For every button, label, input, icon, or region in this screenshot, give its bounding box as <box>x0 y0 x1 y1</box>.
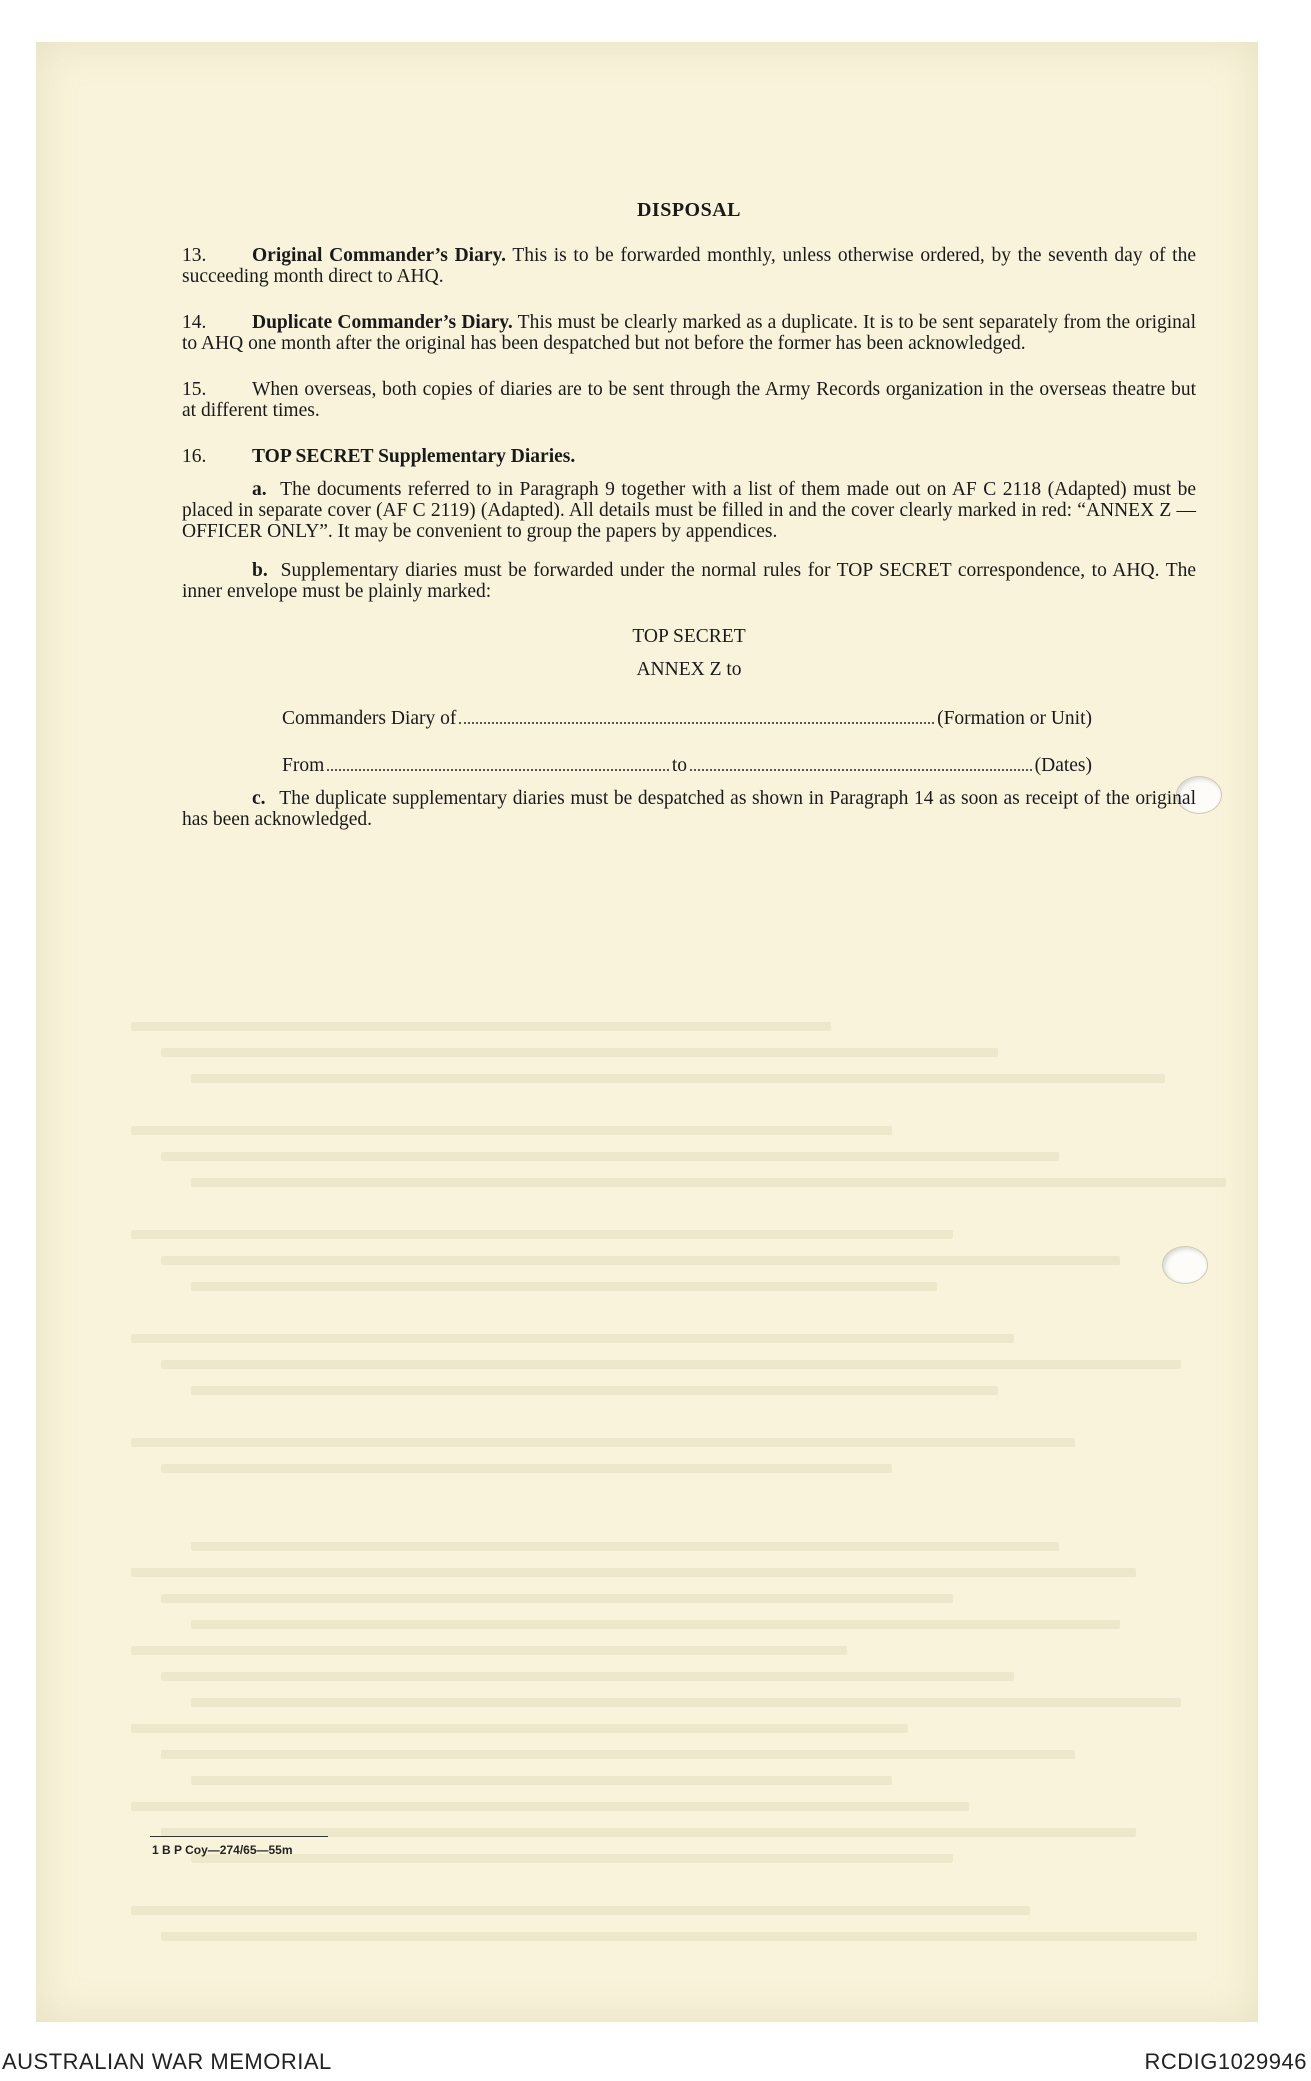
subparagraph-label: a. <box>252 479 267 500</box>
dotted-fill-line <box>690 755 1032 771</box>
diary-of-label: Commanders Diary of <box>282 708 457 729</box>
bleed-through-bar <box>131 1126 892 1135</box>
dotted-fill-line <box>327 755 669 771</box>
bleed-through-bar <box>191 1542 1059 1551</box>
dotted-fill-line <box>459 708 934 724</box>
bleed-through-bar <box>161 1360 1181 1369</box>
archive-caption-left: AUSTRALIAN WAR MEMORIAL <box>2 2049 332 2074</box>
paragraph-text: When overseas, both copies of diaries are to be sent through the Army Records organization in the overseas theatre but at different times. <box>182 379 1196 421</box>
paragraph-text: This must be clearly marked as a duplicate. It is to be sent separately from the original to AHQ one month after the original has been despatched but not before the former has been acknowledged. <box>182 312 1196 354</box>
subparagraph-text: The duplicate supplementary diaries must be despatched as shown in Paragraph 14 as soon as receipt of the original has been acknowledged. <box>182 788 1196 830</box>
paragraph-15 <box>182 379 1196 421</box>
dates-label: (Dates) <box>1034 755 1093 776</box>
paragraph-title: Duplicate Commander’s Diary. <box>252 312 513 333</box>
bleed-through-bar <box>191 1698 1181 1707</box>
paragraph-number: 13. <box>182 245 207 266</box>
subparagraph-b <box>182 560 1196 602</box>
bleed-through-bar <box>161 1464 892 1473</box>
to-label: to <box>671 755 688 776</box>
bleed-through-bar <box>131 1438 1075 1447</box>
section-heading: DISPOSAL <box>636 199 742 221</box>
from-label: From <box>282 755 325 776</box>
paragraph-16 <box>182 446 1196 467</box>
archive-caption-right: RCDIG1029946 <box>1144 2049 1307 2074</box>
subparagraph-text: The documents referred to in Paragraph 9 together with a list of them made out on AF C 2118 (Adapted) must be placed in separate cover (AF C 2119) (Adapted). All details must be filled in and the cover clearly marked in red: “ANNEX Z — OFFICER ONLY”. It may be convenient to group the papers by appendices. <box>182 479 1196 542</box>
bleed-through-bar <box>131 1802 969 1811</box>
bleed-through-bar <box>191 1074 1165 1083</box>
dates-line <box>282 755 1092 776</box>
bleed-through-bar <box>131 1230 953 1239</box>
bleed-through-bar <box>131 1022 831 1031</box>
bleed-through-bar <box>161 1750 1075 1759</box>
paragraph-text: This is to be forwarded monthly, unless otherwise ordered, by the seventh day of the succeeding month direct to AHQ. <box>182 245 1196 287</box>
bleed-through-bar <box>161 1152 1059 1161</box>
bleed-through-bar <box>131 1568 1136 1577</box>
punch-hole-bottom <box>1162 1246 1208 1284</box>
paragraph-title: TOP SECRET Supplementary Diaries. <box>252 446 576 467</box>
subparagraph-label: b. <box>252 560 268 581</box>
subparagraph-label: c. <box>252 788 266 809</box>
subparagraph-a <box>182 479 1196 542</box>
bleed-through-bar <box>161 1256 1120 1265</box>
subparagraph-text: Supplementary diaries must be forwarded under the normal rules for TOP SECRET correspondence, to AHQ. The inner envelope must be plainly marked: <box>182 560 1197 602</box>
bleed-through-bar <box>191 1386 998 1395</box>
paragraph-number: 14. <box>182 312 207 333</box>
bleed-through-bar <box>191 1620 1120 1629</box>
bleed-through-bar <box>191 1178 1226 1187</box>
bleed-through-bar <box>191 1854 953 1863</box>
envelope-marking-top-secret: TOP SECRET <box>632 626 746 647</box>
envelope-marking-annex: ANNEX Z to <box>636 659 742 680</box>
subparagraph-c <box>182 788 1196 830</box>
document-body <box>182 200 1196 848</box>
bleed-through-bar <box>131 1906 1030 1915</box>
bleed-through-bar <box>131 1646 847 1655</box>
paragraph-13 <box>182 245 1196 287</box>
printer-footnote: 1 B P Coy—274/65—55m <box>152 1843 293 1857</box>
document-page <box>36 42 1258 2022</box>
bleed-through-bar <box>161 1932 1197 1941</box>
paragraph-number: 15. <box>182 379 207 400</box>
bleed-through-bar <box>161 1048 998 1057</box>
paragraph-14 <box>182 312 1196 354</box>
paragraph-title: Original Commander’s Diary. <box>252 245 507 266</box>
paragraph-number: 16. <box>182 446 207 467</box>
bleed-through-bar <box>191 1776 892 1785</box>
bleed-through-bar <box>191 1282 937 1291</box>
bleed-through-bar <box>161 1672 1014 1681</box>
bleed-through-bar <box>131 1724 908 1733</box>
bleed-through-bar <box>161 1594 953 1603</box>
bleed-through-bar <box>131 1334 1014 1343</box>
footnote-rule <box>150 1836 328 1837</box>
formation-label: (Formation or Unit) <box>937 708 1092 729</box>
diary-of-line <box>282 708 1092 729</box>
